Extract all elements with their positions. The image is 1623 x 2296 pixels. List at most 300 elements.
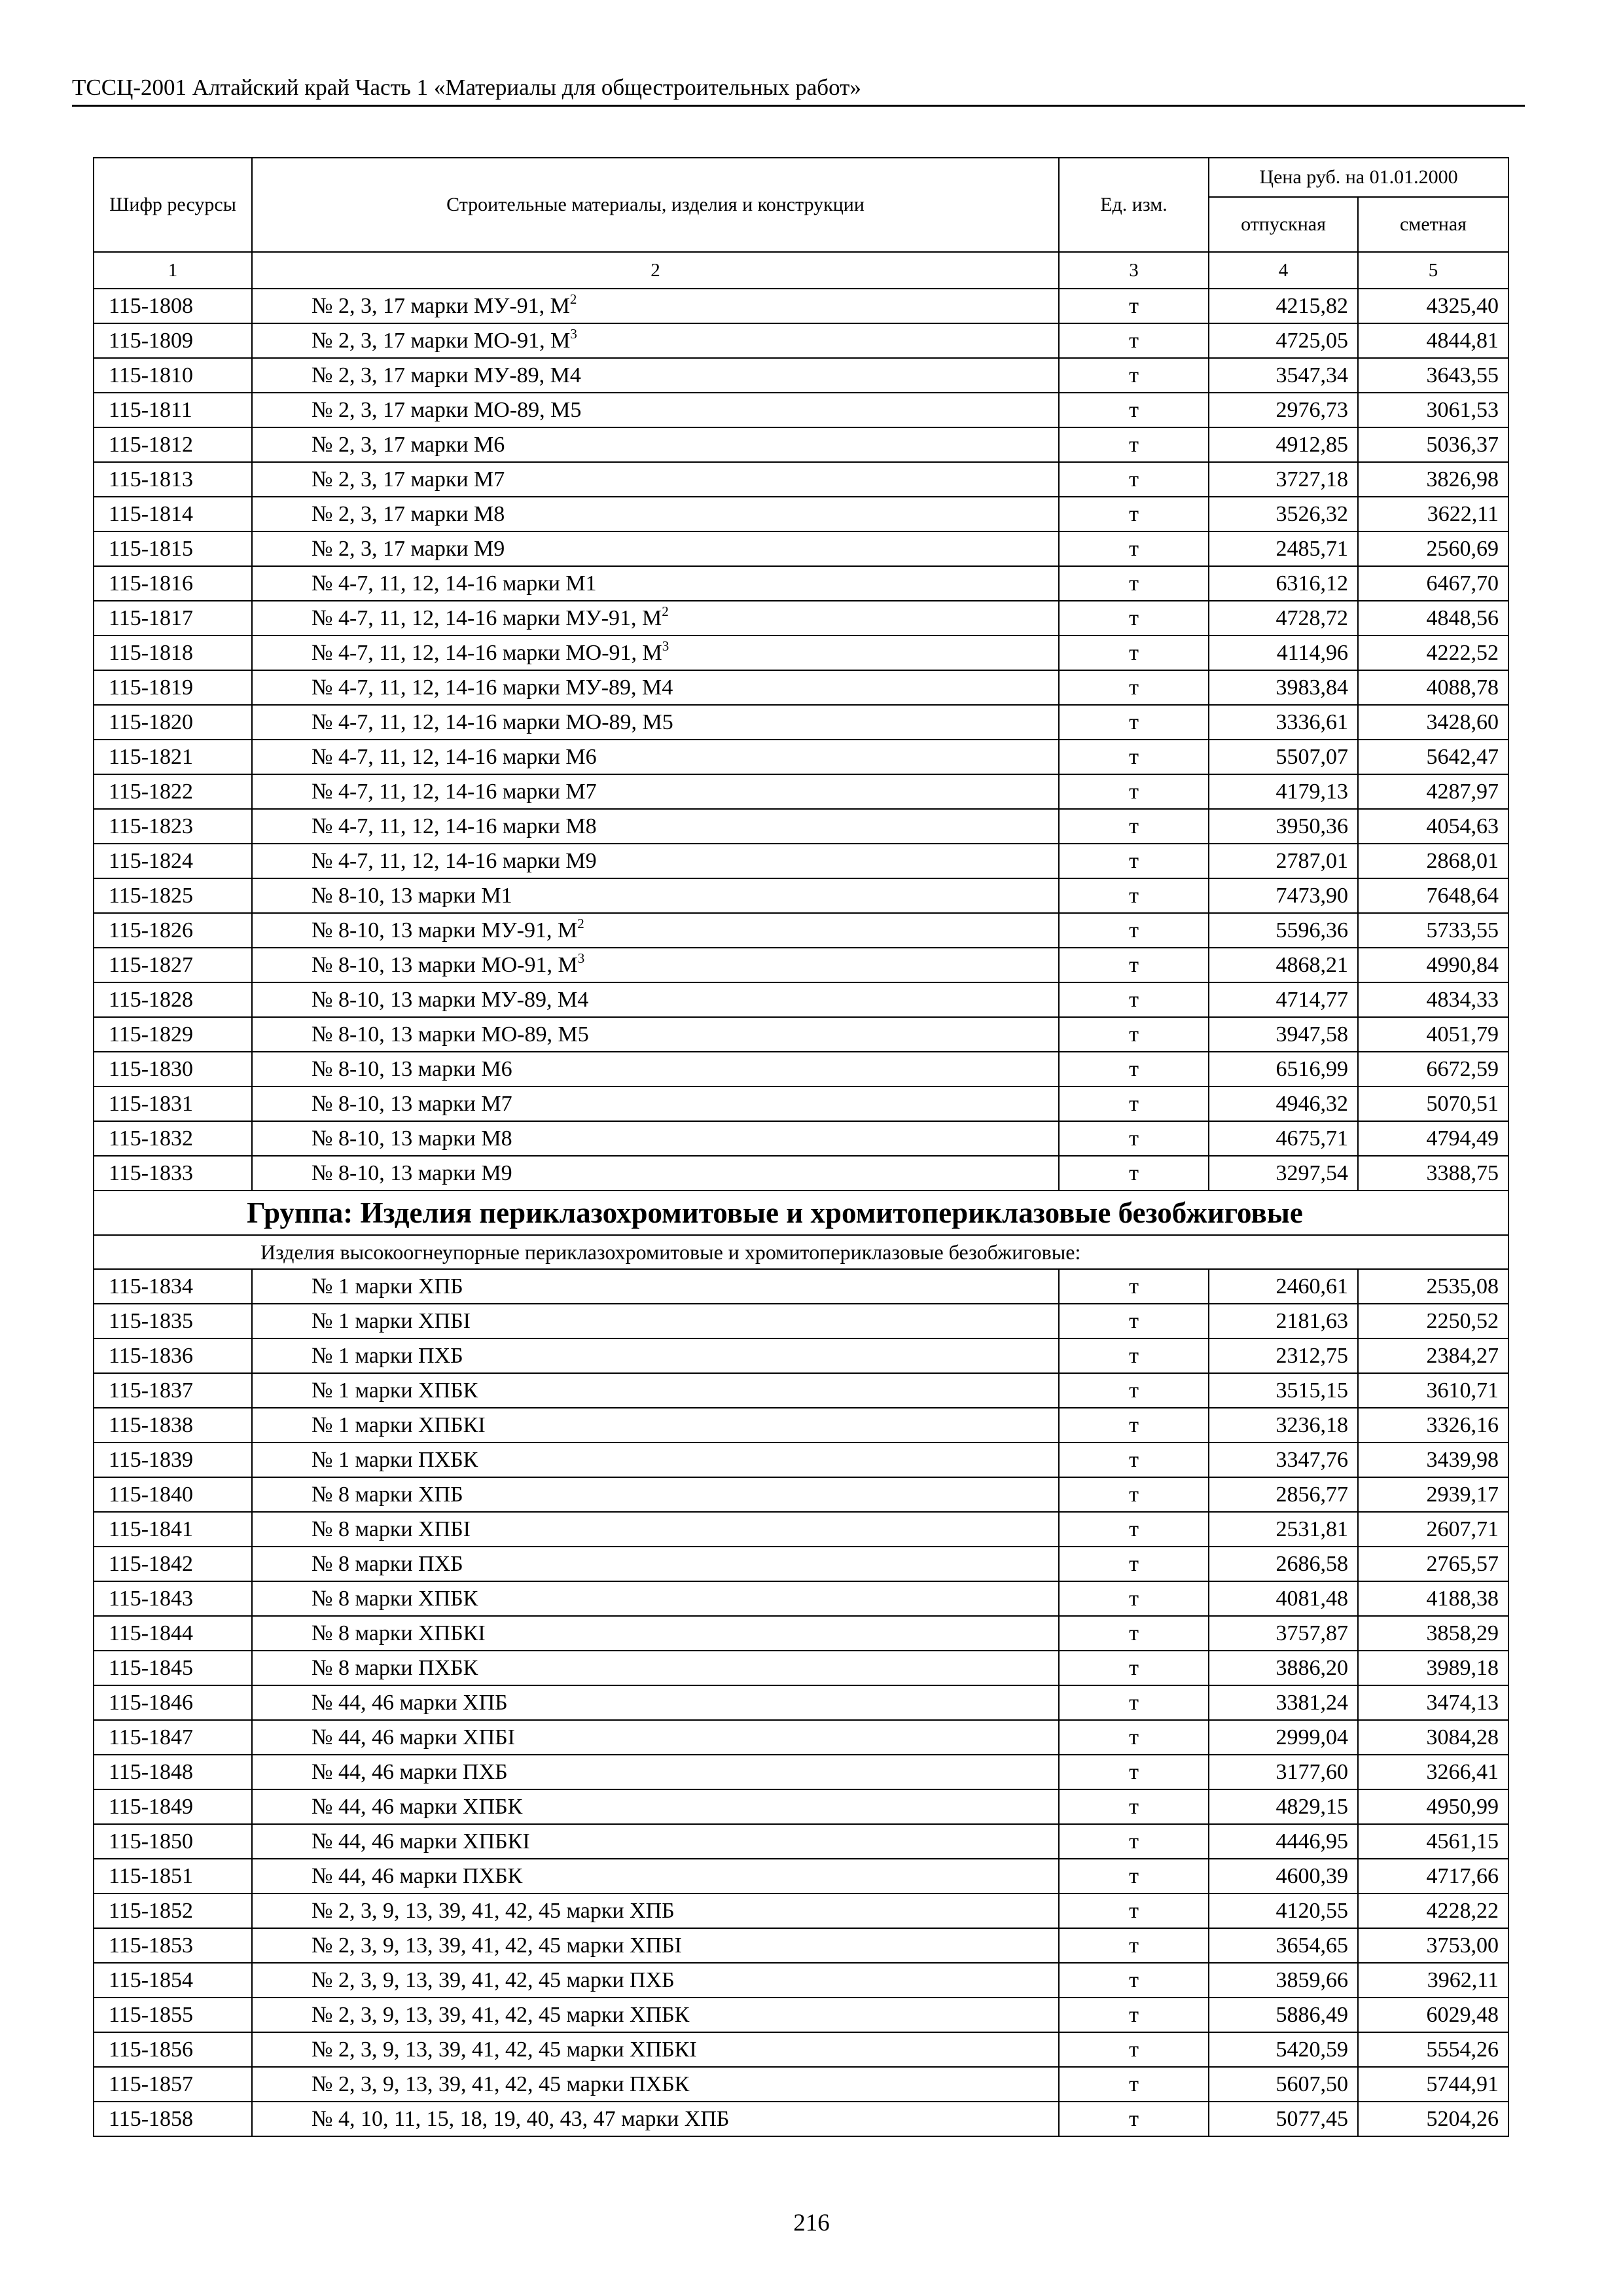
unit: т — [1059, 913, 1209, 948]
estimate-price: 4054,63 — [1358, 809, 1508, 844]
resource-code: 115-1854 — [94, 1963, 252, 1998]
unit: т — [1059, 2067, 1209, 2102]
release-price: 3757,87 — [1209, 1616, 1358, 1651]
resource-code: 115-1812 — [94, 427, 252, 462]
table-row — [94, 982, 1508, 1017]
release-price: 3950,36 — [1209, 809, 1358, 844]
unit: т — [1059, 1893, 1209, 1928]
release-price: 4725,05 — [1209, 323, 1358, 358]
material-name — [252, 1017, 1059, 1052]
release-price: 3859,66 — [1209, 1963, 1358, 1998]
estimate-price: 4794,49 — [1358, 1121, 1508, 1156]
resource-code: 115-1823 — [94, 809, 252, 844]
rows-section-before — [94, 289, 1508, 1191]
estimate-price: 5070,51 — [1358, 1086, 1508, 1121]
grade-superscript: 3 — [662, 637, 669, 654]
material-name-text: № 4-7, 11, 12, 14-16 марки МУ-89, М4 — [312, 675, 673, 700]
material-name-text: № 8-10, 13 марки М7 — [312, 1091, 512, 1116]
table-row — [94, 670, 1508, 705]
material-name — [252, 289, 1059, 323]
material-name — [252, 948, 1059, 982]
resource-code: 115-1831 — [94, 1086, 252, 1121]
group-title: Группа: Изделия периклазохромитовые и хромитопериклазовые безобжиговые — [94, 1191, 1508, 1235]
material-name — [252, 1789, 1059, 1824]
resource-code: 115-1851 — [94, 1859, 252, 1893]
table-row — [94, 1338, 1508, 1373]
material-name — [252, 2032, 1059, 2067]
unit: т — [1059, 878, 1209, 913]
unit: т — [1059, 358, 1209, 393]
material-name-text: № 44, 46 марки ХПБКI — [312, 1829, 530, 1854]
table-row — [94, 1755, 1508, 1789]
unit: т — [1059, 670, 1209, 705]
table-row — [94, 1720, 1508, 1755]
estimate-price: 3753,00 — [1358, 1928, 1508, 1963]
resource-code: 115-1835 — [94, 1304, 252, 1338]
table-row — [94, 1928, 1508, 1963]
estimate-price: 2560,69 — [1358, 531, 1508, 566]
release-price: 3727,18 — [1209, 462, 1358, 497]
material-name — [252, 1685, 1059, 1720]
col-header-estimate-price: сметная — [1358, 197, 1508, 252]
resource-code: 115-1846 — [94, 1685, 252, 1720]
material-name-text: № 2, 3, 9, 13, 39, 41, 42, 45 марки ХПБI — [312, 1933, 682, 1958]
release-price: 2976,73 — [1209, 393, 1358, 427]
table-row — [94, 1477, 1508, 1512]
material-name-text: № 44, 46 марки ПХБК — [312, 1863, 523, 1888]
resource-code: 115-1810 — [94, 358, 252, 393]
release-price: 3336,61 — [1209, 705, 1358, 740]
material-name-text: № 2, 3, 9, 13, 39, 41, 42, 45 марки ХПБ — [312, 1898, 675, 1923]
table-row — [94, 809, 1508, 844]
release-price: 3654,65 — [1209, 1928, 1358, 1963]
material-name-text: № 8-10, 13 марки М6 — [312, 1056, 512, 1081]
resource-code: 115-1845 — [94, 1651, 252, 1685]
material-name — [252, 1338, 1059, 1373]
table-row — [94, 497, 1508, 531]
unit: т — [1059, 1859, 1209, 1893]
unit: т — [1059, 1616, 1209, 1651]
estimate-price: 5744,91 — [1358, 2067, 1508, 2102]
material-name — [252, 1547, 1059, 1581]
resource-code: 115-1849 — [94, 1789, 252, 1824]
material-name-text: № 2, 3, 17 марки МО-91, М — [312, 328, 571, 353]
unit: т — [1059, 774, 1209, 809]
table-row — [94, 1998, 1508, 2032]
table-row — [94, 844, 1508, 878]
table-row — [94, 705, 1508, 740]
release-price: 2686,58 — [1209, 1547, 1358, 1581]
material-name-text: № 1 марки ПХБК — [312, 1447, 478, 1472]
unit: т — [1059, 1408, 1209, 1443]
table-row — [94, 1086, 1508, 1121]
material-name — [252, 323, 1059, 358]
resource-code: 115-1825 — [94, 878, 252, 913]
resource-code: 115-1829 — [94, 1017, 252, 1052]
estimate-price: 5204,26 — [1358, 2102, 1508, 2136]
grade-superscript: 2 — [569, 291, 577, 307]
unit: т — [1059, 1512, 1209, 1547]
material-name-text: № 8-10, 13 марки М9 — [312, 1160, 512, 1185]
table-row — [94, 1408, 1508, 1443]
material-name-text: № 8 марки ХПБI — [312, 1516, 471, 1541]
unit: т — [1059, 1963, 1209, 1998]
release-price: 2485,71 — [1209, 531, 1358, 566]
unit: т — [1059, 601, 1209, 636]
material-name-text: № 4-7, 11, 12, 14-16 марки МО-91, М — [312, 640, 662, 665]
resource-code: 115-1809 — [94, 323, 252, 358]
estimate-price: 6467,70 — [1358, 566, 1508, 601]
estimate-price: 5554,26 — [1358, 2032, 1508, 2067]
resource-code: 115-1833 — [94, 1156, 252, 1191]
unit: т — [1059, 948, 1209, 982]
col-header-name: Строительные материалы, изделия и конструкции — [252, 158, 1059, 252]
unit: т — [1059, 1121, 1209, 1156]
resource-code: 115-1824 — [94, 844, 252, 878]
grade-superscript: 2 — [662, 603, 669, 619]
material-name — [252, 636, 1059, 670]
material-name-text: № 8-10, 13 марки МО-89, М5 — [312, 1022, 589, 1047]
material-name — [252, 982, 1059, 1017]
table-row — [94, 1963, 1508, 1998]
release-price: 2312,75 — [1209, 1338, 1358, 1373]
resource-code: 115-1838 — [94, 1408, 252, 1443]
material-name-text: № 2, 3, 17 марки М6 — [312, 432, 505, 457]
grade-superscript: 3 — [577, 950, 585, 966]
unit: т — [1059, 566, 1209, 601]
material-name-text: № 8-10, 13 марки МУ-89, М4 — [312, 987, 589, 1012]
material-name — [252, 1052, 1059, 1086]
unit: т — [1059, 2032, 1209, 2067]
material-name — [252, 1581, 1059, 1616]
release-price: 4675,71 — [1209, 1121, 1358, 1156]
material-name — [252, 670, 1059, 705]
estimate-price: 5642,47 — [1358, 740, 1508, 774]
unit: т — [1059, 1338, 1209, 1373]
rows-section-after — [94, 1269, 1508, 2136]
resource-code: 115-1852 — [94, 1893, 252, 1928]
unit: т — [1059, 2102, 1209, 2136]
price-table — [93, 157, 1509, 2137]
material-name-text: № 2, 3, 17 марки МО-89, М5 — [312, 397, 582, 422]
table-row — [94, 948, 1508, 982]
table-row — [94, 1685, 1508, 1720]
unit: т — [1059, 1547, 1209, 1581]
material-name — [252, 566, 1059, 601]
unit: т — [1059, 1824, 1209, 1859]
table-row — [94, 601, 1508, 636]
table-row — [94, 358, 1508, 393]
table-row — [94, 1373, 1508, 1408]
unit: т — [1059, 1269, 1209, 1304]
resource-code: 115-1855 — [94, 1998, 252, 2032]
material-name — [252, 809, 1059, 844]
resource-code: 115-1837 — [94, 1373, 252, 1408]
column-number: 4 — [1209, 252, 1358, 289]
material-name-text: № 8 марки ПХБК — [312, 1655, 478, 1680]
col-header-release-price: отпускная — [1209, 197, 1358, 252]
estimate-price: 3826,98 — [1358, 462, 1508, 497]
estimate-price: 4222,52 — [1358, 636, 1508, 670]
resource-code: 115-1816 — [94, 566, 252, 601]
resource-code: 115-1808 — [94, 289, 252, 323]
material-name — [252, 462, 1059, 497]
table-row — [94, 636, 1508, 670]
table-row — [94, 531, 1508, 566]
release-price: 3297,54 — [1209, 1156, 1358, 1191]
release-price: 5596,36 — [1209, 913, 1358, 948]
resource-code: 115-1850 — [94, 1824, 252, 1859]
material-name-text: № 8 марки ПХБ — [312, 1551, 463, 1576]
material-name-text: № 4-7, 11, 12, 14-16 марки МО-89, М5 — [312, 709, 673, 734]
column-number-row — [94, 252, 1508, 289]
estimate-price: 2535,08 — [1358, 1269, 1508, 1304]
unit: т — [1059, 289, 1209, 323]
material-name-text: № 4-7, 11, 12, 14-16 марки М8 — [312, 814, 597, 838]
resource-code: 115-1817 — [94, 601, 252, 636]
resource-code: 115-1815 — [94, 531, 252, 566]
estimate-price: 3266,41 — [1358, 1755, 1508, 1789]
resource-code: 115-1844 — [94, 1616, 252, 1651]
unit: т — [1059, 1052, 1209, 1086]
estimate-price: 3989,18 — [1358, 1651, 1508, 1685]
material-name-text: № 44, 46 марки ХПБI — [312, 1725, 515, 1749]
release-price: 4179,13 — [1209, 774, 1358, 809]
estimate-price: 3061,53 — [1358, 393, 1508, 427]
table-row — [94, 1547, 1508, 1581]
unit: т — [1059, 1156, 1209, 1191]
table-row — [94, 393, 1508, 427]
release-price: 4114,96 — [1209, 636, 1358, 670]
material-name — [252, 1893, 1059, 1928]
estimate-price: 2384,27 — [1358, 1338, 1508, 1373]
estimate-price: 4088,78 — [1358, 670, 1508, 705]
unit: т — [1059, 809, 1209, 844]
resource-code: 115-1828 — [94, 982, 252, 1017]
material-name-text: № 2, 3, 9, 13, 39, 41, 42, 45 марки ПХБК — [312, 2072, 690, 2096]
material-name-text: № 1 марки ХПБК — [312, 1378, 478, 1403]
estimate-price: 4844,81 — [1358, 323, 1508, 358]
material-name — [252, 1824, 1059, 1859]
resource-code: 115-1843 — [94, 1581, 252, 1616]
estimate-price: 3326,16 — [1358, 1408, 1508, 1443]
table-row — [94, 774, 1508, 809]
material-name-text: № 4-7, 11, 12, 14-16 марки М7 — [312, 779, 597, 804]
estimate-price: 4325,40 — [1358, 289, 1508, 323]
material-name — [252, 705, 1059, 740]
material-name — [252, 601, 1059, 636]
estimate-price: 4990,84 — [1358, 948, 1508, 982]
resource-code: 115-1842 — [94, 1547, 252, 1581]
col-header-price: Цена руб. на 01.01.2000 — [1209, 158, 1508, 197]
unit: т — [1059, 982, 1209, 1017]
estimate-price: 3428,60 — [1358, 705, 1508, 740]
resource-code: 115-1847 — [94, 1720, 252, 1755]
estimate-price: 6029,48 — [1358, 1998, 1508, 2032]
table-row — [94, 2102, 1508, 2136]
resource-code: 115-1832 — [94, 1121, 252, 1156]
material-name — [252, 427, 1059, 462]
estimate-price: 2607,71 — [1358, 1512, 1508, 1547]
material-name — [252, 1755, 1059, 1789]
estimate-price: 4051,79 — [1358, 1017, 1508, 1052]
resource-code: 115-1818 — [94, 636, 252, 670]
grade-superscript: 2 — [577, 915, 584, 931]
table-row — [94, 289, 1508, 323]
resource-code: 115-1839 — [94, 1443, 252, 1477]
unit: т — [1059, 1443, 1209, 1477]
material-name — [252, 1720, 1059, 1755]
resource-code: 115-1826 — [94, 913, 252, 948]
table-row — [94, 2032, 1508, 2067]
release-price: 5886,49 — [1209, 1998, 1358, 2032]
estimate-price: 4287,97 — [1358, 774, 1508, 809]
unit: т — [1059, 1581, 1209, 1616]
unit: т — [1059, 427, 1209, 462]
resource-code: 115-1841 — [94, 1512, 252, 1547]
unit: т — [1059, 1304, 1209, 1338]
resource-code: 115-1821 — [94, 740, 252, 774]
material-name — [252, 2067, 1059, 2102]
release-price: 3547,34 — [1209, 358, 1358, 393]
unit: т — [1059, 1651, 1209, 1685]
estimate-price: 7648,64 — [1358, 878, 1508, 913]
col-header-unit: Ед. изм. — [1059, 158, 1209, 252]
material-name — [252, 2102, 1059, 2136]
table-row — [94, 1893, 1508, 1928]
release-price: 2999,04 — [1209, 1720, 1358, 1755]
material-name-text: № 8 марки ХПБК — [312, 1586, 478, 1611]
material-name — [252, 913, 1059, 948]
material-name-text: № 2, 3, 9, 13, 39, 41, 42, 45 марки ПХБ — [312, 1967, 675, 1992]
column-number: 3 — [1059, 252, 1209, 289]
material-name — [252, 1859, 1059, 1893]
unit: т — [1059, 1789, 1209, 1824]
release-price: 4215,82 — [1209, 289, 1358, 323]
table-row — [94, 323, 1508, 358]
release-price: 5507,07 — [1209, 740, 1358, 774]
material-name-text: № 44, 46 марки ХПБ — [312, 1690, 508, 1715]
column-number: 1 — [94, 252, 252, 289]
material-name — [252, 1928, 1059, 1963]
material-name-text: № 44, 46 марки ПХБ — [312, 1759, 508, 1784]
estimate-price: 3858,29 — [1358, 1616, 1508, 1651]
release-price: 4120,55 — [1209, 1893, 1358, 1928]
release-price: 4728,72 — [1209, 601, 1358, 636]
unit: т — [1059, 393, 1209, 427]
resource-code: 115-1811 — [94, 393, 252, 427]
release-price: 3177,60 — [1209, 1755, 1358, 1789]
material-name-text: № 2, 3, 9, 13, 39, 41, 42, 45 марки ХПБК — [312, 2002, 690, 2027]
unit: т — [1059, 1720, 1209, 1755]
unit: т — [1059, 1086, 1209, 1121]
material-name-text: № 8 марки ХПБ — [312, 1482, 463, 1507]
group-section — [94, 1191, 1508, 1269]
estimate-price: 4717,66 — [1358, 1859, 1508, 1893]
estimate-price: 4228,22 — [1358, 1893, 1508, 1928]
column-number: 5 — [1358, 252, 1508, 289]
material-name-text: № 1 марки ПХБ — [312, 1343, 463, 1368]
release-price: 2531,81 — [1209, 1512, 1358, 1547]
resource-code: 115-1858 — [94, 2102, 252, 2136]
estimate-price: 4188,38 — [1358, 1581, 1508, 1616]
resource-code: 115-1830 — [94, 1052, 252, 1086]
estimate-price: 4561,15 — [1358, 1824, 1508, 1859]
material-name-text: № 4, 10, 11, 15, 18, 19, 40, 43, 47 марки ХПБ — [312, 2106, 730, 2131]
unit: т — [1059, 1017, 1209, 1052]
estimate-price: 3439,98 — [1358, 1443, 1508, 1477]
release-price: 3515,15 — [1209, 1373, 1358, 1408]
unit: т — [1059, 1755, 1209, 1789]
material-name — [252, 497, 1059, 531]
material-name-text: № 2, 3, 17 марки МУ-91, М — [312, 293, 570, 318]
resource-code: 115-1840 — [94, 1477, 252, 1512]
release-price: 4446,95 — [1209, 1824, 1358, 1859]
resource-code: 115-1827 — [94, 948, 252, 982]
material-name — [252, 740, 1059, 774]
resource-code: 115-1857 — [94, 2067, 252, 2102]
material-name — [252, 1616, 1059, 1651]
release-price: 2181,63 — [1209, 1304, 1358, 1338]
estimate-price: 2868,01 — [1358, 844, 1508, 878]
resource-code: 115-1814 — [94, 497, 252, 531]
release-price: 3983,84 — [1209, 670, 1358, 705]
table-row — [94, 566, 1508, 601]
release-price: 5420,59 — [1209, 2032, 1358, 2067]
material-name — [252, 1651, 1059, 1685]
estimate-price: 3962,11 — [1358, 1963, 1508, 1998]
material-name-text: № 2, 3, 17 марки МУ-89, М4 — [312, 363, 581, 387]
material-name — [252, 878, 1059, 913]
material-name-text: № 8-10, 13 марки МУ-91, М — [312, 918, 578, 942]
release-price: 2460,61 — [1209, 1269, 1358, 1304]
material-name-text: № 4-7, 11, 12, 14-16 марки М1 — [312, 571, 597, 596]
estimate-price: 3474,13 — [1358, 1685, 1508, 1720]
unit: т — [1059, 636, 1209, 670]
table-row — [94, 740, 1508, 774]
table-row — [94, 427, 1508, 462]
estimate-price: 5036,37 — [1358, 427, 1508, 462]
resource-code: 115-1834 — [94, 1269, 252, 1304]
material-name — [252, 1086, 1059, 1121]
material-name — [252, 1408, 1059, 1443]
estimate-price: 2250,52 — [1358, 1304, 1508, 1338]
estimate-price: 4848,56 — [1358, 601, 1508, 636]
material-name — [252, 531, 1059, 566]
material-name-text: № 2, 3, 17 марки М7 — [312, 467, 505, 492]
estimate-price: 3084,28 — [1358, 1720, 1508, 1755]
table-row — [94, 1052, 1508, 1086]
unit: т — [1059, 531, 1209, 566]
material-name-text: № 1 марки ХПБКI — [312, 1412, 486, 1437]
material-name-text: № 44, 46 марки ХПБК — [312, 1794, 523, 1819]
material-name — [252, 1512, 1059, 1547]
release-price: 3947,58 — [1209, 1017, 1358, 1052]
unit: т — [1059, 1928, 1209, 1963]
material-name — [252, 1373, 1059, 1408]
table-row — [94, 1443, 1508, 1477]
material-name-text: № 2, 3, 9, 13, 39, 41, 42, 45 марки ХПБКI — [312, 2037, 697, 2062]
unit: т — [1059, 462, 1209, 497]
release-price: 3886,20 — [1209, 1651, 1358, 1685]
unit: т — [1059, 1477, 1209, 1512]
material-name-text: № 2, 3, 17 марки М9 — [312, 536, 505, 561]
table-row — [94, 878, 1508, 913]
release-price: 3526,32 — [1209, 497, 1358, 531]
material-name — [252, 1304, 1059, 1338]
estimate-price: 4834,33 — [1358, 982, 1508, 1017]
estimate-price: 2765,57 — [1358, 1547, 1508, 1581]
